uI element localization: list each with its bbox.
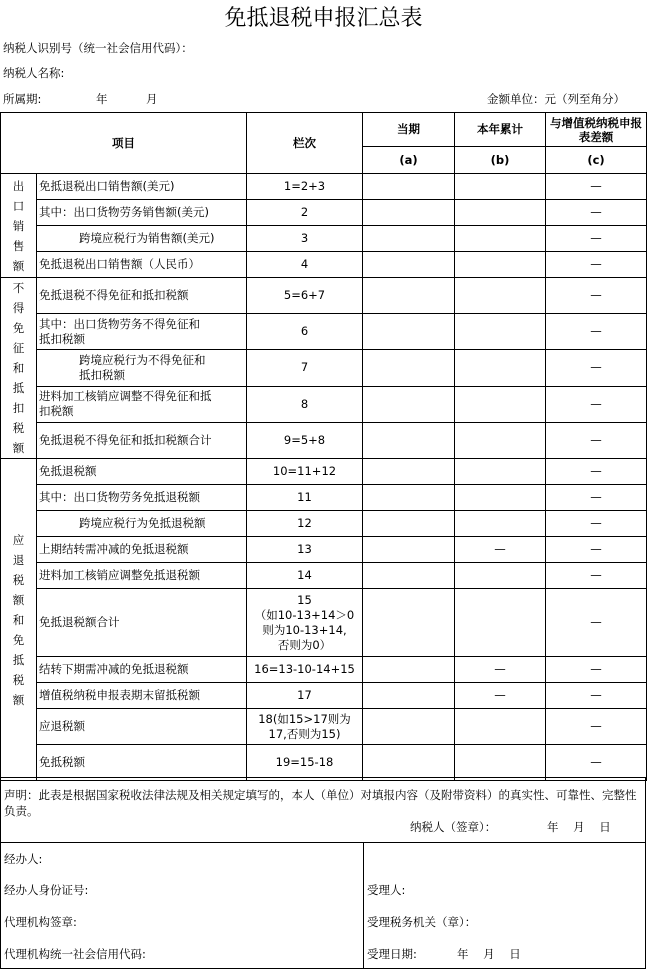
cell-ytd[interactable] bbox=[455, 709, 546, 745]
row-line-number: 17 bbox=[247, 683, 363, 709]
cell-ytd[interactable] bbox=[455, 386, 546, 422]
row-label: 跨境应税行为不得免征和 抵扣税额 bbox=[37, 350, 247, 386]
receiver-label: 受理人: bbox=[367, 883, 406, 897]
cell-ytd[interactable] bbox=[455, 226, 546, 252]
cell-diff-dash: — bbox=[546, 745, 647, 781]
table-row bbox=[1, 278, 647, 314]
cell-diff-dash: — bbox=[546, 709, 647, 745]
group-char: 抵 bbox=[12, 381, 25, 395]
cell-diff-dash: — bbox=[546, 511, 647, 537]
group-char: 不 bbox=[12, 281, 25, 295]
cell-ytd[interactable] bbox=[455, 459, 546, 485]
table-row bbox=[1, 563, 647, 589]
declaration-text: 声明：此表是根据国家税收法律法规及相关规定填写的，本人（单位）对填报内容（及附带资料）的真实性、可靠性、完整性负责。 bbox=[4, 788, 637, 818]
group-char: 税 bbox=[12, 421, 25, 435]
group-label-g3 bbox=[1, 459, 37, 781]
group-char: 额 bbox=[12, 692, 25, 707]
cell-current[interactable] bbox=[363, 459, 455, 485]
cell-current[interactable] bbox=[363, 386, 455, 422]
group-char: 扣 bbox=[12, 401, 25, 415]
cell-current[interactable] bbox=[363, 252, 455, 278]
footer-box bbox=[0, 842, 646, 969]
declaration-date: 年 月 日 bbox=[547, 820, 611, 834]
group-char: 口 bbox=[12, 198, 25, 213]
row-line-number: 9=5+8 bbox=[247, 422, 363, 458]
cell-diff-dash: — bbox=[546, 252, 647, 278]
page-title: 免抵退税申报汇总表 bbox=[224, 6, 423, 31]
row-line-number: 12 bbox=[247, 511, 363, 537]
row-line-number: 3 bbox=[247, 226, 363, 252]
group-char: 免 bbox=[12, 632, 25, 647]
agency-code-label: 代理机构统一社会信用代码: bbox=[4, 947, 146, 961]
row-label: 进料加工核销应调整免抵退税额 bbox=[37, 563, 247, 589]
col-header-line: 栏次 bbox=[247, 113, 363, 174]
row-label: 增值税纳税申报表期末留抵税额 bbox=[37, 683, 247, 709]
table-row bbox=[1, 683, 647, 709]
summary-table bbox=[0, 112, 647, 781]
table-row bbox=[1, 314, 647, 350]
cell-diff-dash: — bbox=[546, 683, 647, 709]
group-char: 额 bbox=[12, 441, 25, 455]
row-line-number: 5=6+7 bbox=[247, 278, 363, 314]
agency-seal-label: 代理机构签章: bbox=[4, 915, 77, 929]
group-char: 应 bbox=[12, 532, 25, 547]
cell-diff-dash: — bbox=[546, 386, 647, 422]
cell-current[interactable] bbox=[363, 657, 455, 683]
row-line-number: 2 bbox=[247, 200, 363, 226]
cell-ytd[interactable] bbox=[455, 485, 546, 511]
table-row bbox=[1, 174, 647, 200]
row-label: 进料加工核销应调整不得免征和抵 扣税额 bbox=[37, 386, 247, 422]
table-row bbox=[1, 252, 647, 278]
taxpayer-id-label: 纳税人识别号（统一社会信用代码）： bbox=[3, 41, 193, 55]
group-char: 额 bbox=[12, 592, 25, 607]
row-line-number: 16=13-10-14+15 bbox=[247, 657, 363, 683]
cell-diff-dash: — bbox=[546, 485, 647, 511]
cell-ytd[interactable] bbox=[455, 350, 546, 386]
row-label: 结转下期需冲减的免抵退税额 bbox=[37, 657, 247, 683]
cell-current[interactable] bbox=[363, 537, 455, 563]
cell-current[interactable] bbox=[363, 745, 455, 781]
cell-ytd[interactable] bbox=[455, 589, 546, 657]
cell-ytd[interactable] bbox=[455, 563, 546, 589]
footer-divider bbox=[363, 842, 364, 968]
table-row bbox=[1, 709, 647, 745]
cell-ytd[interactable] bbox=[455, 422, 546, 458]
cell-diff-dash: — bbox=[546, 537, 647, 563]
row-label: 免抵退税额 bbox=[37, 459, 247, 485]
cell-diff-dash: — bbox=[546, 200, 647, 226]
tax-office-label: 受理税务机关（章）： bbox=[367, 915, 477, 929]
row-line-number: 8 bbox=[247, 386, 363, 422]
col-header-item: 项目 bbox=[1, 113, 247, 174]
cell-diff-dash: — bbox=[546, 657, 647, 683]
handler-label: 经办人: bbox=[4, 852, 43, 866]
period-label: 所属期: bbox=[3, 92, 42, 106]
row-label: 跨境应税行为销售额(美元) bbox=[37, 226, 247, 252]
cell-ytd-dash: — bbox=[455, 537, 546, 563]
cell-diff-dash: — bbox=[546, 350, 647, 386]
row-line-number: 4 bbox=[247, 252, 363, 278]
cell-ytd[interactable] bbox=[455, 252, 546, 278]
cell-current[interactable] bbox=[363, 174, 455, 200]
table-row bbox=[1, 422, 647, 458]
row-label: 其中：出口货物劳务免抵退税额 bbox=[37, 485, 247, 511]
group-label-g1 bbox=[1, 174, 37, 278]
row-line-number: 19=15-18 bbox=[247, 745, 363, 781]
cell-current[interactable] bbox=[363, 589, 455, 657]
group-char: 征 bbox=[12, 341, 25, 355]
taxpayer-name-label: 纳税人名称: bbox=[3, 66, 65, 80]
cell-current[interactable] bbox=[363, 563, 455, 589]
group-char: 和 bbox=[12, 361, 25, 375]
table-row bbox=[1, 537, 647, 563]
cell-current[interactable] bbox=[363, 511, 455, 537]
period-year-label: 年 bbox=[96, 92, 108, 106]
cell-diff-dash: — bbox=[546, 174, 647, 200]
cell-ytd-dash: — bbox=[455, 657, 546, 683]
cell-ytd[interactable] bbox=[455, 745, 546, 781]
cell-ytd[interactable] bbox=[455, 511, 546, 537]
cell-diff-dash: — bbox=[546, 422, 647, 458]
group-char: 出 bbox=[12, 178, 25, 193]
cell-ytd[interactable] bbox=[455, 314, 546, 350]
col-header-ytd: 本年累计 bbox=[455, 113, 546, 147]
row-line-number: 10=11+12 bbox=[247, 459, 363, 485]
row-label: 免抵退税不得免征和抵扣税额合计 bbox=[37, 422, 247, 458]
row-line-number: 1=2+3 bbox=[247, 174, 363, 200]
col-header-diff: 与增值税纳税申报表差额 bbox=[546, 113, 647, 147]
cell-diff-dash: — bbox=[546, 459, 647, 485]
row-line-number: 6 bbox=[247, 314, 363, 350]
amount-unit-label: 金额单位：元（列至角分） bbox=[487, 92, 625, 106]
col-header-a: (a) bbox=[363, 147, 455, 174]
row-label: 免抵退税不得免征和抵扣税额 bbox=[37, 278, 247, 314]
group-char: 售 bbox=[12, 238, 25, 253]
handler-id-label: 经办人身份证号: bbox=[4, 883, 89, 897]
row-line-number: 13 bbox=[247, 537, 363, 563]
group-char: 抵 bbox=[12, 652, 25, 667]
receive-date-format: 年 月 日 bbox=[457, 947, 521, 961]
col-header-c: (c) bbox=[546, 147, 647, 174]
group-char: 税 bbox=[12, 572, 25, 587]
cell-current[interactable] bbox=[363, 485, 455, 511]
group-char: 额 bbox=[12, 258, 25, 273]
cell-current[interactable] bbox=[363, 350, 455, 386]
cell-ytd[interactable] bbox=[455, 278, 546, 314]
row-line-number: 7 bbox=[247, 350, 363, 386]
row-line-number: 14 bbox=[247, 563, 363, 589]
group-char: 得 bbox=[12, 301, 25, 315]
table-row bbox=[1, 657, 647, 683]
row-line-number: 15 （如10-13+14＞0 则为10-13+14, 否则为0） bbox=[247, 589, 363, 657]
row-label: 应退税额 bbox=[37, 709, 247, 745]
table-row bbox=[1, 485, 647, 511]
cell-diff-dash: — bbox=[546, 226, 647, 252]
cell-current[interactable] bbox=[363, 314, 455, 350]
group-char: 销 bbox=[12, 218, 25, 233]
rows-body bbox=[1, 174, 647, 781]
cell-ytd[interactable] bbox=[455, 200, 546, 226]
cell-diff-dash: — bbox=[546, 563, 647, 589]
cell-current[interactable] bbox=[363, 278, 455, 314]
declaration-box bbox=[0, 777, 646, 843]
period-month-label: 月 bbox=[146, 92, 158, 106]
table-row bbox=[1, 200, 647, 226]
taxpayer-signature-label: 纳税人（签章）： bbox=[410, 820, 497, 834]
cell-current[interactable] bbox=[363, 422, 455, 458]
row-label: 免抵税额 bbox=[37, 745, 247, 781]
col-header-b: (b) bbox=[455, 147, 546, 174]
cell-current[interactable] bbox=[363, 709, 455, 745]
row-label: 跨境应税行为免抵退税额 bbox=[37, 511, 247, 537]
row-label: 上期结转需冲减的免抵退税额 bbox=[37, 537, 247, 563]
cell-diff-dash: — bbox=[546, 314, 647, 350]
cell-diff-dash: — bbox=[546, 278, 647, 314]
cell-current[interactable] bbox=[363, 683, 455, 709]
group-char: 和 bbox=[12, 612, 25, 627]
cell-current[interactable] bbox=[363, 200, 455, 226]
row-label: 其中：出口货物劳务不得免征和 抵扣税额 bbox=[37, 314, 247, 350]
col-header-current: 当期 bbox=[363, 113, 455, 147]
group-char: 税 bbox=[12, 672, 25, 687]
row-line-number: 18(如15>17则为 17,否则为15) bbox=[247, 709, 363, 745]
table-row bbox=[1, 226, 647, 252]
cell-current[interactable] bbox=[363, 226, 455, 252]
group-char: 免 bbox=[12, 321, 25, 335]
table-row bbox=[1, 511, 647, 537]
cell-diff-dash: — bbox=[546, 589, 647, 657]
group-label-g2 bbox=[1, 278, 37, 459]
row-label: 免抵退税额合计 bbox=[37, 589, 247, 657]
table-row bbox=[1, 350, 647, 386]
row-label: 其中：出口货物劳务销售额(美元) bbox=[37, 200, 247, 226]
row-line-number: 11 bbox=[247, 485, 363, 511]
cell-ytd-dash: — bbox=[455, 683, 546, 709]
table-row bbox=[1, 386, 647, 422]
table-row bbox=[1, 459, 647, 485]
row-label: 免抵退税出口销售额（人民币） bbox=[37, 252, 247, 278]
row-label: 免抵退税出口销售额(美元) bbox=[37, 174, 247, 200]
table-row bbox=[1, 745, 647, 781]
group-char: 退 bbox=[12, 552, 25, 567]
cell-ytd[interactable] bbox=[455, 174, 546, 200]
receive-date-label: 受理日期: bbox=[367, 947, 417, 961]
table-row bbox=[1, 589, 647, 657]
